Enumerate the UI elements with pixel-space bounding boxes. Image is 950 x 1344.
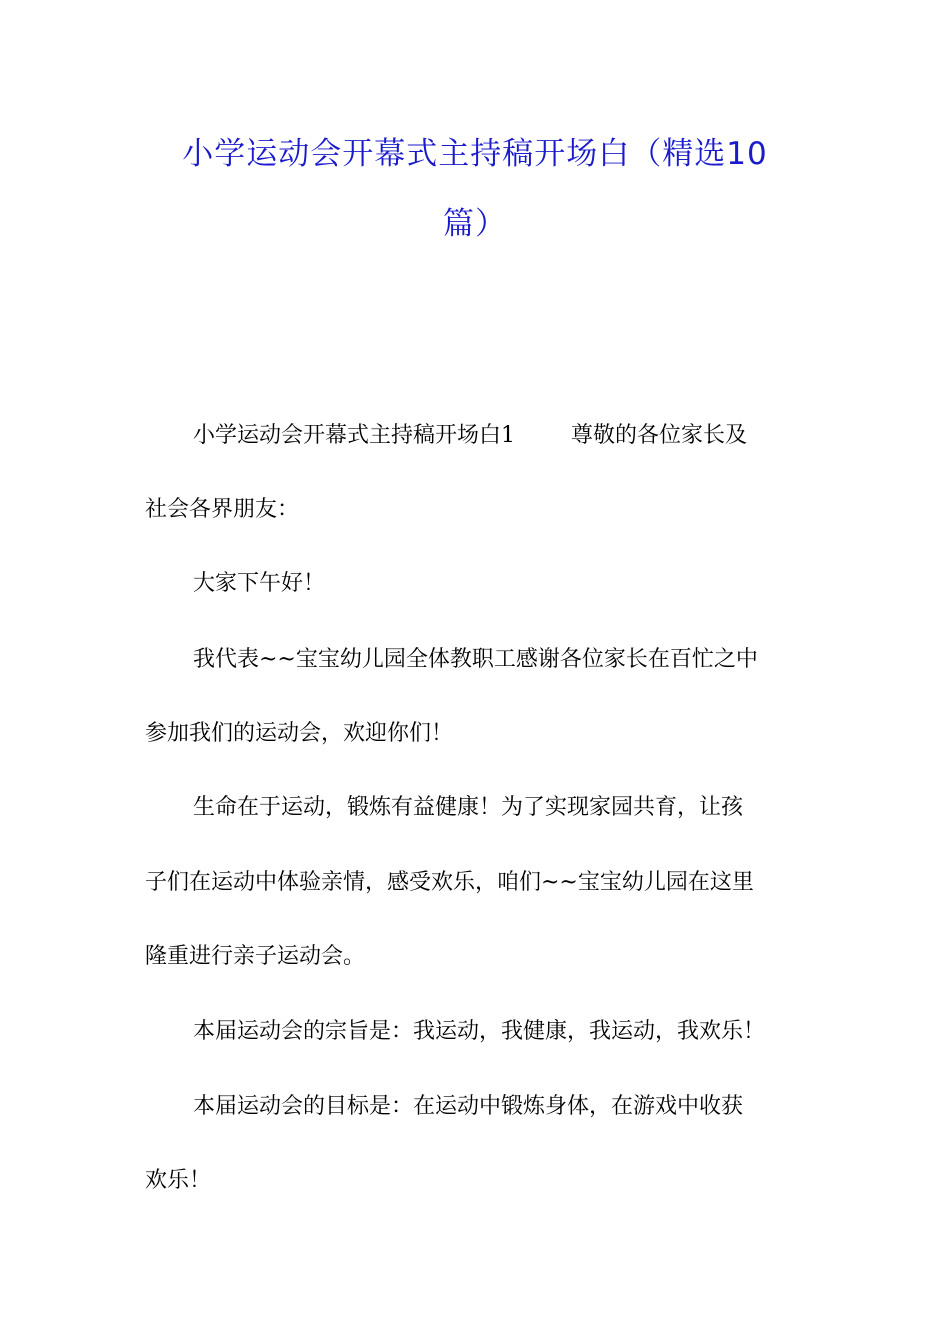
paragraph-line-10: 本届运动会的目标是：在运动中锻炼身体，在游戏中收获 [193,1094,744,1119]
paragraph-line-7: 子们在运动中体验亲情，感受欢乐，咱们~~宝宝幼儿园在这里 [145,870,754,895]
paragraph-line-4: 我代表~~宝宝幼儿园全体教职工感谢各位家长在百忙之中 [193,647,758,672]
paragraph-line-1: 小学运动会开幕式主持稿开场白1 尊敬的各位家长及 [193,423,747,448]
paragraph-line-8: 隆重进行亲子运动会。 [145,944,366,969]
paragraph-line-2: 社会各界朋友： [145,497,300,522]
paragraph-line-3: 大家下午好！ [193,571,326,596]
document-title-line-2: 篇） [443,206,507,242]
paragraph-line-6: 生命在于运动，锻炼有益健康！为了实现家园共育，让孩 [193,795,744,820]
paragraph-line-9: 本届运动会的宗旨是：我运动，我健康，我运动，我欢乐！ [193,1019,766,1044]
document-title-line-1: 小学运动会开幕式主持稿开场白（精选10 [182,136,768,172]
paragraph-line-5: 参加我们的运动会，欢迎你们！ [145,721,454,746]
paragraph-line-11: 欢乐！ [145,1168,212,1193]
